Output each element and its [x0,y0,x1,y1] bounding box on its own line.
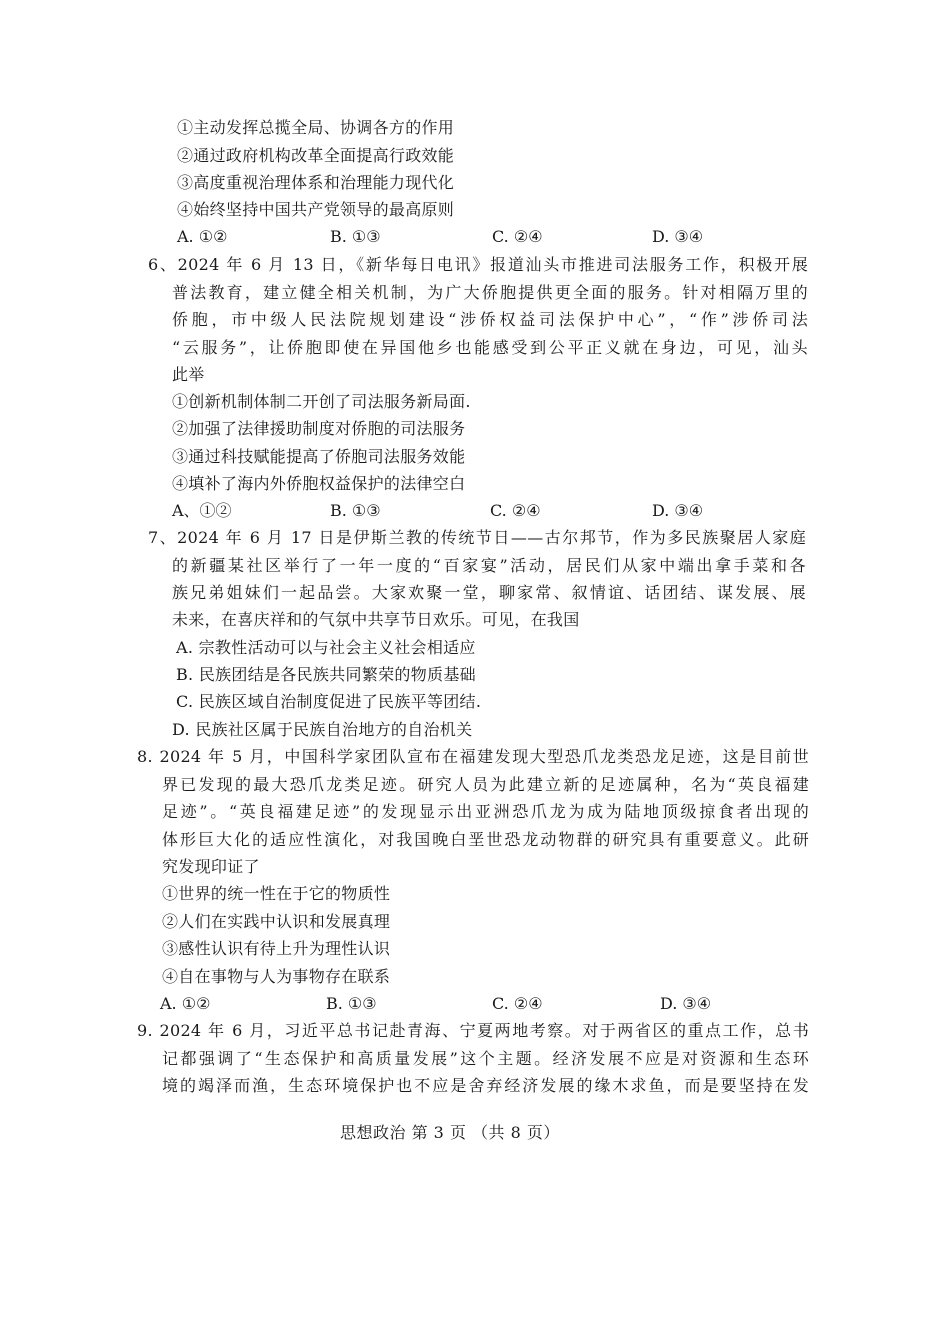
q6-item-4: ④填补了海内外侨胞权益保护的法律空白 [172,474,466,493]
q6-stem-line-1: 6、2024 年 6 月 13 日，《新华每日电讯》报道汕头市推进司法服务工作，积极开展 [148,255,808,274]
q9-stem-line-1: 9. 2024 年 6 月，习近平总书记赴青海、宁夏两地考察。对于两省区的重点工作，总书 [137,1021,809,1040]
q8-stem-line-1: 8. 2024 年 5 月，中国科学家团队宣布在福建发现大型恐爪龙类恐龙足迹，这是目前世 [137,747,809,766]
q5-item-1: ①主动发挥总揽全局、协调各方的作用 [177,118,455,137]
q6-option-d: D. ③④ [652,501,704,520]
q8-option-c: C. ②④ [492,994,543,1013]
q8-stem-line-5: 究发现印证了 [162,857,260,876]
q6-item-1: ①创新机制体制二开创了司法服务新局面. [172,392,471,411]
q6-option-c: C. ②④ [490,501,541,520]
q7-stem-line-4: 未来，在喜庆祥和的气氛中共享节日欢乐。可见，在我国 [172,610,580,629]
q5-option-d: D. ③④ [652,227,704,246]
q8-item-3: ③感性认识有待上升为理性认识 [162,939,391,958]
q6-option-b: B. ①③ [330,501,381,520]
q8-item-2: ②人们在实践中认识和发展真理 [162,912,391,931]
q8-item-4: ④自在事物与人为事物存在联系 [162,967,391,986]
q7-choice-d: D. 民族社区属于民族自治地方的自治机关 [172,720,473,739]
q6-stem-line-4: “云服务”，让侨胞即使在异国他乡也能感受到公平正义就在身边，可见，汕头 [172,338,808,357]
q8-stem-line-2: 界已发现的最大恐爪龙类足迹。研究人员为此建立新的足迹属种，名为“英良福建 [162,775,809,794]
page-footer: 思想政治 第 3 页 （共 8 页） [340,1123,560,1142]
q7-stem-line-2: 的新疆某社区举行了一年一度的“百家宴”活动，居民们从家中端出拿手菜和各 [172,556,806,575]
q9-stem-line-2: 记都强调了“生态保护和高质量发展”这个主题。经济发展不应是对资源和生态环 [162,1049,809,1068]
q6-item-2: ②加强了法律援助制度对侨胞的司法服务 [172,419,466,438]
q7-choice-b: B. 民族团结是各民族共同繁荣的物质基础 [176,665,476,684]
q6-stem-line-3: 侨胞，市中级人民法院规划建设“涉侨权益司法保护中心”，“作”涉侨司法 [172,310,808,329]
q9-stem-line-3: 境的竭泽而渔，生态环境保护也不应是舍弃经济发展的缘木求鱼，而是要坚持在发 [162,1076,809,1095]
q5-item-4: ④始终坚持中国共产党领导的最高原则 [177,200,455,219]
q7-choice-c: C. 民族区域自治制度促进了民族平等团结. [176,692,482,711]
q8-stem-line-4: 体形巨大化的适应性演化，对我国晚白垩世恐龙动物群的研究具有重要意义。此研 [162,830,809,849]
q5-item-3: ③高度重视治理体系和治理能力现代化 [177,173,455,192]
q6-stem-line-2: 普法教育，建立健全相关机制，为广大侨胞提供更全面的服务。针对相隔万里的 [172,283,808,302]
q6-item-3: ③通过科技赋能提高了侨胞司法服务效能 [172,447,466,466]
q7-stem-line-1: 7、2024 年 6 月 17 日是伊斯兰教的传统节日——古尔邦节，作为多民族聚居人家庭 [148,528,806,547]
q6-stem-line-5: 此举 [172,365,205,384]
q5-option-a: A. ①② [177,227,228,246]
q8-stem-line-3: 足迹”。“英良福建足迹”的发现显示出亚洲恐爪龙为成为陆地顶级掠食者出现的 [162,802,809,821]
q8-option-b: B. ①③ [326,994,377,1013]
q8-option-d: D. ③④ [660,994,712,1013]
q7-choice-a: A. 宗教性活动可以与社会主义社会相适应 [176,638,476,657]
q8-item-1: ①世界的统一性在于它的物质性 [162,884,391,903]
q5-option-b: B. ①③ [330,227,381,246]
q6-option-a: A、①② [172,501,232,520]
q5-option-c: C. ②④ [492,227,543,246]
q8-option-a: A. ①② [160,994,211,1013]
q7-stem-line-3: 族兄弟姐妹们一起品尝。大家欢聚一堂，聊家常、叙情谊、话团结、谋发展、展 [172,583,806,602]
q5-item-2: ②通过政府机构改革全面提高行政效能 [177,146,455,165]
